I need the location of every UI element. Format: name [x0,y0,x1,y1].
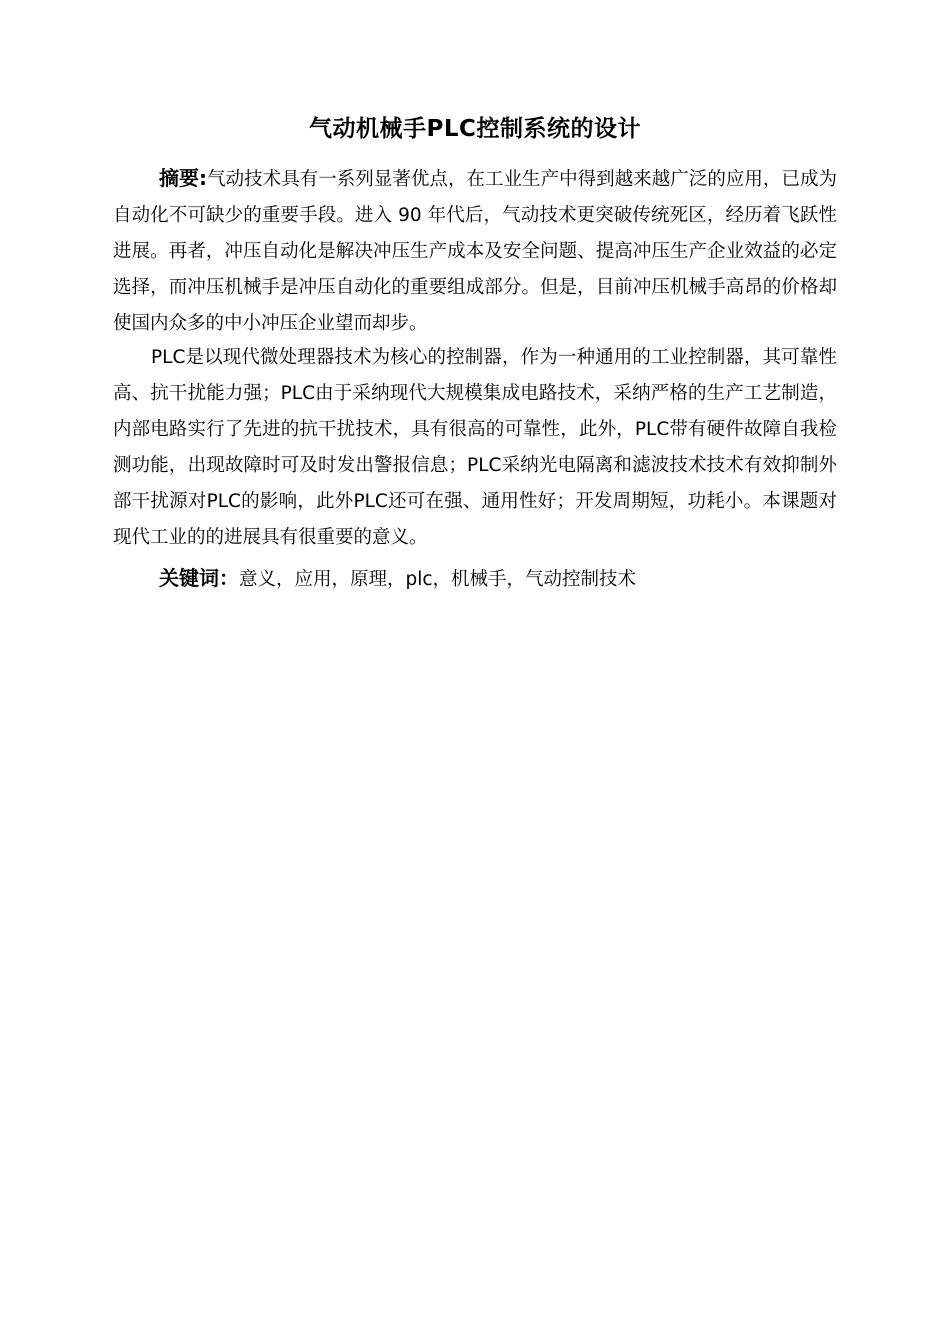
keywords-label: 关键词： [159,566,239,590]
plc-paragraph: PLC是以现代微处理器技术为核心的控制器，作为一种通用的工业控制器，其可靠性高、抗干扰能力强；PLC由于采纳现代大规模集成电路技术，采纳严格的生产工艺制造，内部电路实行了先进的抗干扰技术，具有很高的可靠性，此外，PLC带有硬件故障自我检测功能，出现故障时可及时发出警报信息；PLC采纳光电隔离和滤波技术技术有效抑制外部干扰源对PLC的影响，此外PLC还可在强、通用性好；开发周期短，功耗小。本课题对现代工业的的进展具有很重要的意义。 [113,347,837,548]
abstract-text: 气动技术具有一系列显著优点，在工业生产中得到越来越广泛的应用，已成为自动化不可缺少的重要手段。进入 90 年代后，气动技术更突破传统死区，经历着飞跃性进展。再者，冲压自动化是解决冲压生产成本及安全问题、提高冲压生产企业效益的必定选择，而冲压机械手是冲压自动化的重要组成部分。但是，目前冲压机械手高昂的价格却使国内众多的中小冲压企业望而却步。 [113,169,837,334]
document-title: 气动机械手PLC控制系统的设计 [309,116,641,142]
abstract-label: 摘要: [159,166,208,190]
keywords-text: 意义，应用，原理，plc，机械手，气动控制技术 [239,569,637,590]
keywords-line [113,560,837,598]
abstract-paragraph [113,160,837,342]
